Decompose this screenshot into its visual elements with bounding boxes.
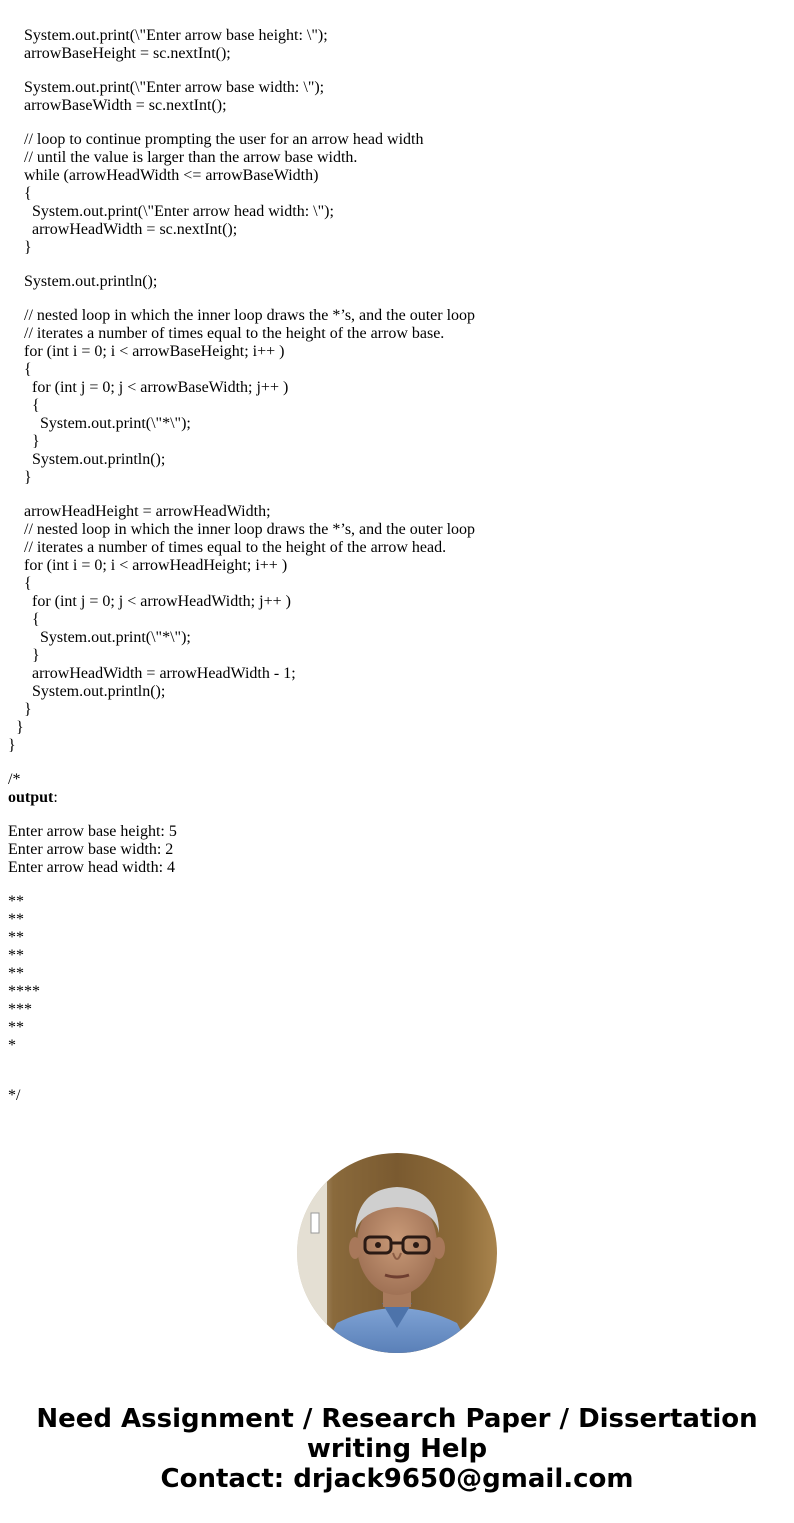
code-line: { [8,185,32,202]
output-line: */ [8,1087,21,1104]
code-line: for (int i = 0; i < arrowHeadHeight; i++ ) [8,557,288,574]
code-line: System.out.print(\"*\"); [8,629,191,646]
code-line: } [8,701,32,718]
blank-line [8,807,788,823]
output-colon: : [53,789,58,806]
output-line: * [8,1037,16,1054]
output-line: **** [8,983,40,1000]
output-line: Enter arrow head width: 4 [8,859,176,876]
output-line: ** [8,1019,24,1036]
code-line: while (arrowHeadWidth <= arrowBaseWidth) [8,167,319,184]
photo-switch [311,1213,319,1233]
code-line: System.out.println(); [8,683,166,700]
program-output [8,807,788,1105]
code-line: for (int j = 0; j < arrowHeadWidth; j++ ) [8,593,291,610]
output-line: ** [8,947,24,964]
code-line: System.out.println(); [8,273,158,290]
code-line: System.out.print(\"*\"); [8,415,191,432]
code-line: } [8,469,32,486]
output-line: *** [8,1001,32,1018]
output-line: ** [8,929,24,946]
code-line: // until the value is larger than the arrow base width. [8,149,358,166]
code-line: System.out.print(\"Enter arrow base height: \"); [8,27,328,44]
code-line: System.out.println(); [8,451,166,468]
blank-line [8,257,788,273]
code-line: } [8,647,40,664]
photo-eye-left [375,1242,381,1248]
output-line: ** [8,965,24,982]
output-label: output [8,789,54,806]
code-line: } [8,737,16,754]
code-line: // iterates a number of times equal to the height of the arrow base. [8,325,445,342]
code-line: // nested loop in which the inner loop draws the *’s, and the outer loop [8,307,476,324]
code-line: arrowBaseWidth = sc.nextInt(); [8,97,227,114]
code-line: System.out.print(\"Enter arrow head width: \"); [8,203,334,220]
contact-line: Contact: drjack9650@gmail.com [160,1464,634,1494]
blank-line [8,755,788,771]
output-line: Enter arrow base width: 2 [8,841,174,858]
code-line: for (int j = 0; j < arrowBaseWidth; j++ ) [8,379,289,396]
code-line: System.out.print(\"Enter arrow base width: \"); [8,79,325,96]
blank-line [8,63,788,79]
blank-line [8,487,788,503]
code-block [8,27,788,789]
code-line: arrowBaseHeight = sc.nextInt(); [8,45,231,62]
blank-line [8,1071,788,1087]
photo-eye-right [413,1242,419,1248]
output-line: Enter arrow base height: 5 [8,823,177,840]
code-line: // nested loop in which the inner loop draws the *’s, and the outer loop [8,521,476,538]
blank-line [8,115,788,131]
photo-wall-left [297,1153,327,1353]
blank-line [8,1055,788,1071]
code-line: } [8,719,24,736]
code-line: arrowHeadHeight = arrowHeadWidth; [8,503,271,520]
photo-ear-right [433,1237,445,1259]
help-banner [0,1404,794,1494]
code-line: arrowHeadWidth = arrowHeadWidth - 1; [8,665,296,682]
code-line: } [8,433,40,450]
code-line: { [8,575,32,592]
code-line: arrowHeadWidth = sc.nextInt(); [8,221,238,238]
photo-ear-left [349,1237,361,1259]
code-line: for (int i = 0; i < arrowBaseHeight; i++ ) [8,343,285,360]
blank-line [8,877,788,893]
output-heading [8,789,788,807]
author-photo [297,1153,497,1353]
code-listing [8,27,788,1105]
code-line: { [8,397,40,414]
output-line: ** [8,911,24,928]
output-line: ** [8,893,24,910]
code-line: { [8,361,32,378]
help-line-2: writing Help [306,1434,488,1464]
code-line: // iterates a number of times equal to the height of the arrow head. [8,539,447,556]
help-line-1: Need Assignment / Research Paper / Dissertation [36,1404,758,1434]
author-avatar [297,1153,497,1353]
code-line: } [8,239,32,256]
blank-line [8,291,788,307]
code-line: // loop to continue prompting the user for an arrow head width [8,131,424,148]
code-line: { [8,611,40,628]
code-line: /* [8,771,21,788]
